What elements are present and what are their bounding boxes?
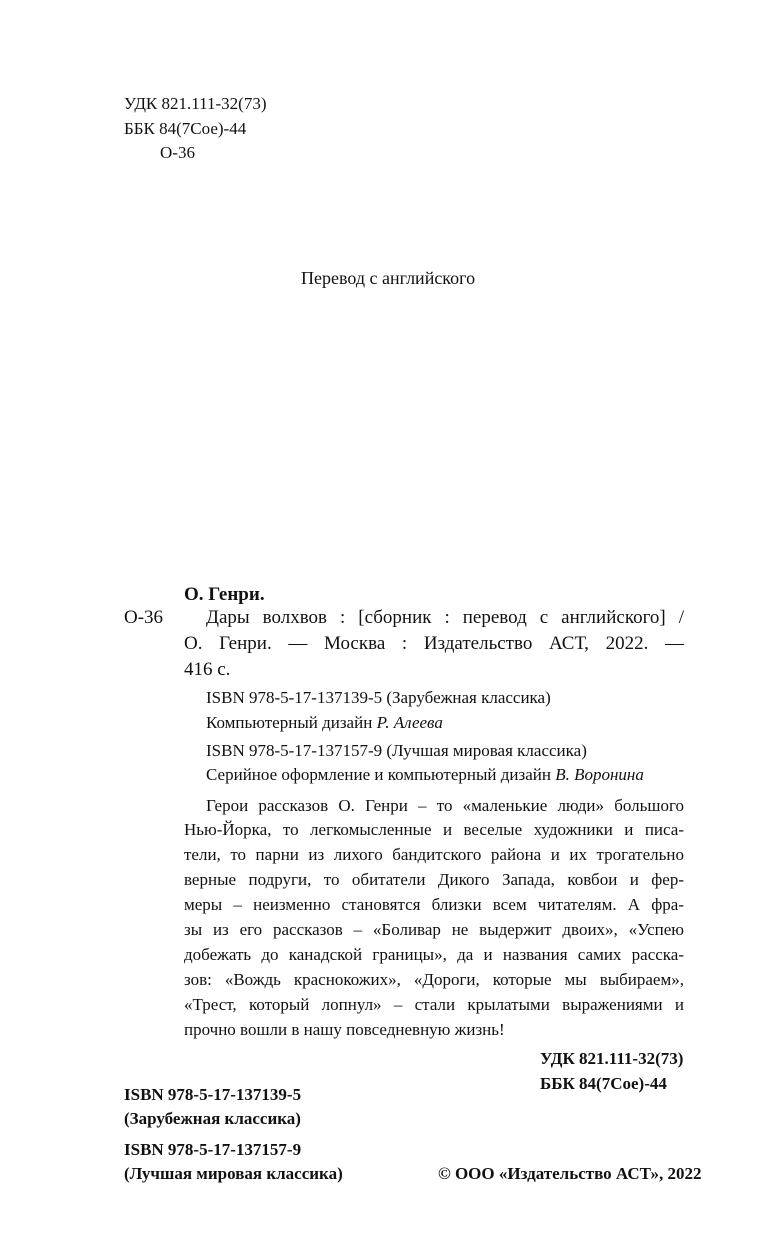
card-bbk: ББК 84(7Сое)-44 (540, 1074, 667, 1093)
annotation-line: зов: «Вождь краснокожих», «Дороги, которые мы выбираем», (184, 970, 684, 989)
annotation-line: прочно вошли в нашу повседневную жизнь! (184, 1020, 505, 1039)
annotation-line: зы из его рассказов – «Боливар не выдержит двоих», «Успею (184, 920, 684, 939)
card-design-2 (206, 762, 644, 787)
annotation-line: верные подруги, то обитатели Дикого Запада, ковбои и фер- (184, 870, 684, 889)
annotation-line: Нью-Йорка, то легкомысленные и веселые художники и писа- (184, 820, 684, 839)
footer-series-2: (Лучшая мировая классика) (124, 1164, 343, 1183)
annotation-line: тели, то парни из лихого бандитского района и их трогательно (184, 845, 684, 864)
design-2-name: В. Воронина (555, 765, 644, 784)
design-1-label: Компьютерный дизайн (206, 713, 373, 732)
card-biblio-line: О. Генри. — Москва : Издательство АСТ, 2022. — (184, 633, 684, 654)
card-author-code: О-36 (124, 607, 164, 628)
header-udk: УДК 821.111-32(73) (124, 94, 267, 113)
footer-isbn-2: ISBN 978-5-17-137157-9 (124, 1140, 302, 1159)
footer-isbn-1: ISBN 978-5-17-137139-5 (124, 1085, 302, 1104)
footer-series-1: (Зарубежная классика) (124, 1109, 301, 1128)
annotation-line: «Трест, который лопнул» – стали крылатыми выражениями и (184, 995, 684, 1014)
copyright: © ООО «Издательство АСТ», 2022 (438, 1164, 702, 1183)
card-isbn-1: ISBN 978-5-17-137139-5 (Зарубежная классика) (206, 688, 551, 707)
card-isbn-2: ISBN 978-5-17-137157-9 (Лучшая мировая классика) (206, 741, 587, 760)
translation-note: Перевод с английского (301, 268, 476, 288)
header-author-code: О-36 (160, 143, 195, 162)
annotation-line: добежать до канадской границы», да и названия самих расска- (184, 945, 684, 964)
annotation-line: меры – неизменно становятся близки всем читателям. А фра- (184, 895, 684, 914)
design-2-label: Серийное оформление и компьютерный дизайн (206, 765, 551, 784)
card-design-1 (206, 710, 443, 735)
card-biblio-line: 416 с. (184, 659, 231, 680)
design-1-name: Р. Алеева (376, 713, 443, 732)
annotation-line: Герои рассказов О. Генри – то «маленькие люди» большого (206, 796, 684, 815)
card-author: О. Генри. (184, 584, 265, 605)
card-biblio-line: Дары волхвов : [сборник : перевод с английского] / (206, 607, 684, 628)
card-udk: УДК 821.111-32(73) (540, 1049, 684, 1068)
header-bbk: ББК 84(7Сое)-44 (124, 119, 247, 138)
